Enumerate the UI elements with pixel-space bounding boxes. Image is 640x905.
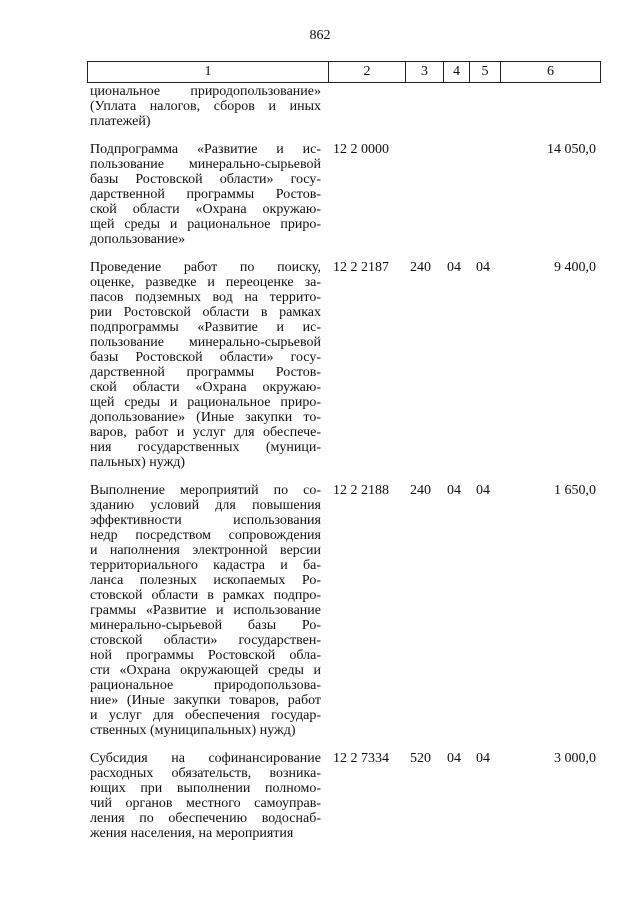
description-line: стовской области в рамках подпро- <box>90 588 321 603</box>
page-number: 862 <box>309 28 331 43</box>
description-line: эффективности использования <box>90 513 321 528</box>
row-description <box>90 751 321 841</box>
description-line: ющих при выполнении полномо- <box>90 781 321 796</box>
description-line: ской области «Охрана окружаю- <box>90 380 321 395</box>
description-line: ления по обеспечению водоснаб- <box>90 811 321 826</box>
row-section: 04 <box>447 260 461 275</box>
row-amount: 3 000,0 <box>554 751 596 766</box>
description-line: платежей) <box>90 114 151 129</box>
description-line: пасов подземных вод на террито- <box>90 290 321 305</box>
description-line: варов, работ и услуг для обеспече- <box>90 425 321 440</box>
description-line: ной программы Ростовской обла- <box>90 648 321 663</box>
description-line: жения населения, на мероприятия <box>90 826 294 841</box>
description-line: территориального кадастра и ба- <box>90 558 321 573</box>
row-expense-type: 520 <box>410 751 431 766</box>
row-description <box>90 260 321 470</box>
description-line: ния государственных (муници- <box>90 440 321 455</box>
row-expense-type: 240 <box>410 483 431 498</box>
table-row <box>0 84 640 129</box>
row-subsection: 04 <box>476 260 490 275</box>
description-line: дарственной программы Ростов- <box>90 365 321 380</box>
row-section: 04 <box>447 751 461 766</box>
row-description <box>90 483 321 738</box>
description-line: ланса полезных ископаемых Ро- <box>90 573 321 588</box>
description-line: Субсидия на софинансирование <box>90 751 321 766</box>
description-line: допользование» <box>90 232 186 247</box>
column-header-4: 4 <box>444 62 470 83</box>
description-line: (Уплата налогов, сборов и иных <box>90 99 321 114</box>
column-header-3: 3 <box>406 62 444 83</box>
column-header-5: 5 <box>470 62 501 83</box>
description-line: щей среды и рациональное приро- <box>90 395 321 410</box>
description-line: недр посредством сопровождения <box>90 528 321 543</box>
description-line: стовской области» государствен- <box>90 633 321 648</box>
description-line: Проведение работ по поиску, <box>90 260 321 275</box>
description-line: ственных (муниципальных) нужд) <box>90 723 296 738</box>
description-line: пальных) нужд) <box>90 455 186 470</box>
description-line: сти «Охрана окружающей среды и <box>90 663 321 678</box>
description-line: пользование минерально-сырьевой <box>90 157 321 172</box>
description-line: ние» (Иные закупки товаров, работ <box>90 693 321 708</box>
row-code: 12 2 7334 <box>333 751 389 766</box>
row-code: 12 2 2188 <box>333 483 389 498</box>
description-line: и услуг для обеспечения государ- <box>90 708 321 723</box>
row-code: 12 2 2187 <box>333 260 389 275</box>
description-line: допользование» (Иные закупки то- <box>90 410 321 425</box>
row-amount: 1 650,0 <box>554 483 596 498</box>
description-line: оценке, разведке и переоценке за- <box>90 275 321 290</box>
description-line: минерально-сырьевой базы Ро- <box>90 618 321 633</box>
description-line: Выполнение мероприятий по со- <box>90 483 321 498</box>
table-row <box>0 260 640 470</box>
row-amount: 14 050,0 <box>547 142 596 157</box>
table-row <box>0 751 640 841</box>
row-amount: 9 400,0 <box>554 260 596 275</box>
row-expense-type: 240 <box>410 260 431 275</box>
column-header-table <box>87 61 601 83</box>
description-line: рии Ростовской области в рамках <box>90 305 321 320</box>
description-line: базы Ростовской области» госу- <box>90 172 321 187</box>
column-header-2: 2 <box>329 62 406 83</box>
description-line: рациональное природопользова- <box>90 678 321 693</box>
row-code: 12 2 0000 <box>333 142 389 157</box>
description-line: ской области «Охрана окружаю- <box>90 202 321 217</box>
description-line: циональное природопользование» <box>90 84 321 99</box>
description-line: базы Ростовской области» госу- <box>90 350 321 365</box>
description-line: Подпрограмма «Развитие и ис- <box>90 142 321 157</box>
description-line: чий органов местного самоуправ- <box>90 796 321 811</box>
row-description <box>90 142 321 247</box>
budget-rows <box>0 84 640 854</box>
column-header-row <box>88 62 601 83</box>
column-header-1: 1 <box>88 62 329 83</box>
description-line: зданию условий для повышения <box>90 498 321 513</box>
description-line: дарственной программы Ростов- <box>90 187 321 202</box>
description-line: расходных обязательств, возника- <box>90 766 321 781</box>
description-line: пользование минерально-сырьевой <box>90 335 321 350</box>
description-line: щей среды и рациональное приро- <box>90 217 321 232</box>
row-description <box>90 84 321 129</box>
description-line: подпрограммы «Развитие и ис- <box>90 320 321 335</box>
row-section: 04 <box>447 483 461 498</box>
row-subsection: 04 <box>476 483 490 498</box>
description-line: и наполнения электронной версии <box>90 543 321 558</box>
table-row <box>0 483 640 738</box>
column-header-6: 6 <box>501 62 601 83</box>
table-row <box>0 142 640 247</box>
row-subsection: 04 <box>476 751 490 766</box>
description-line: граммы «Развитие и использование <box>90 603 321 618</box>
